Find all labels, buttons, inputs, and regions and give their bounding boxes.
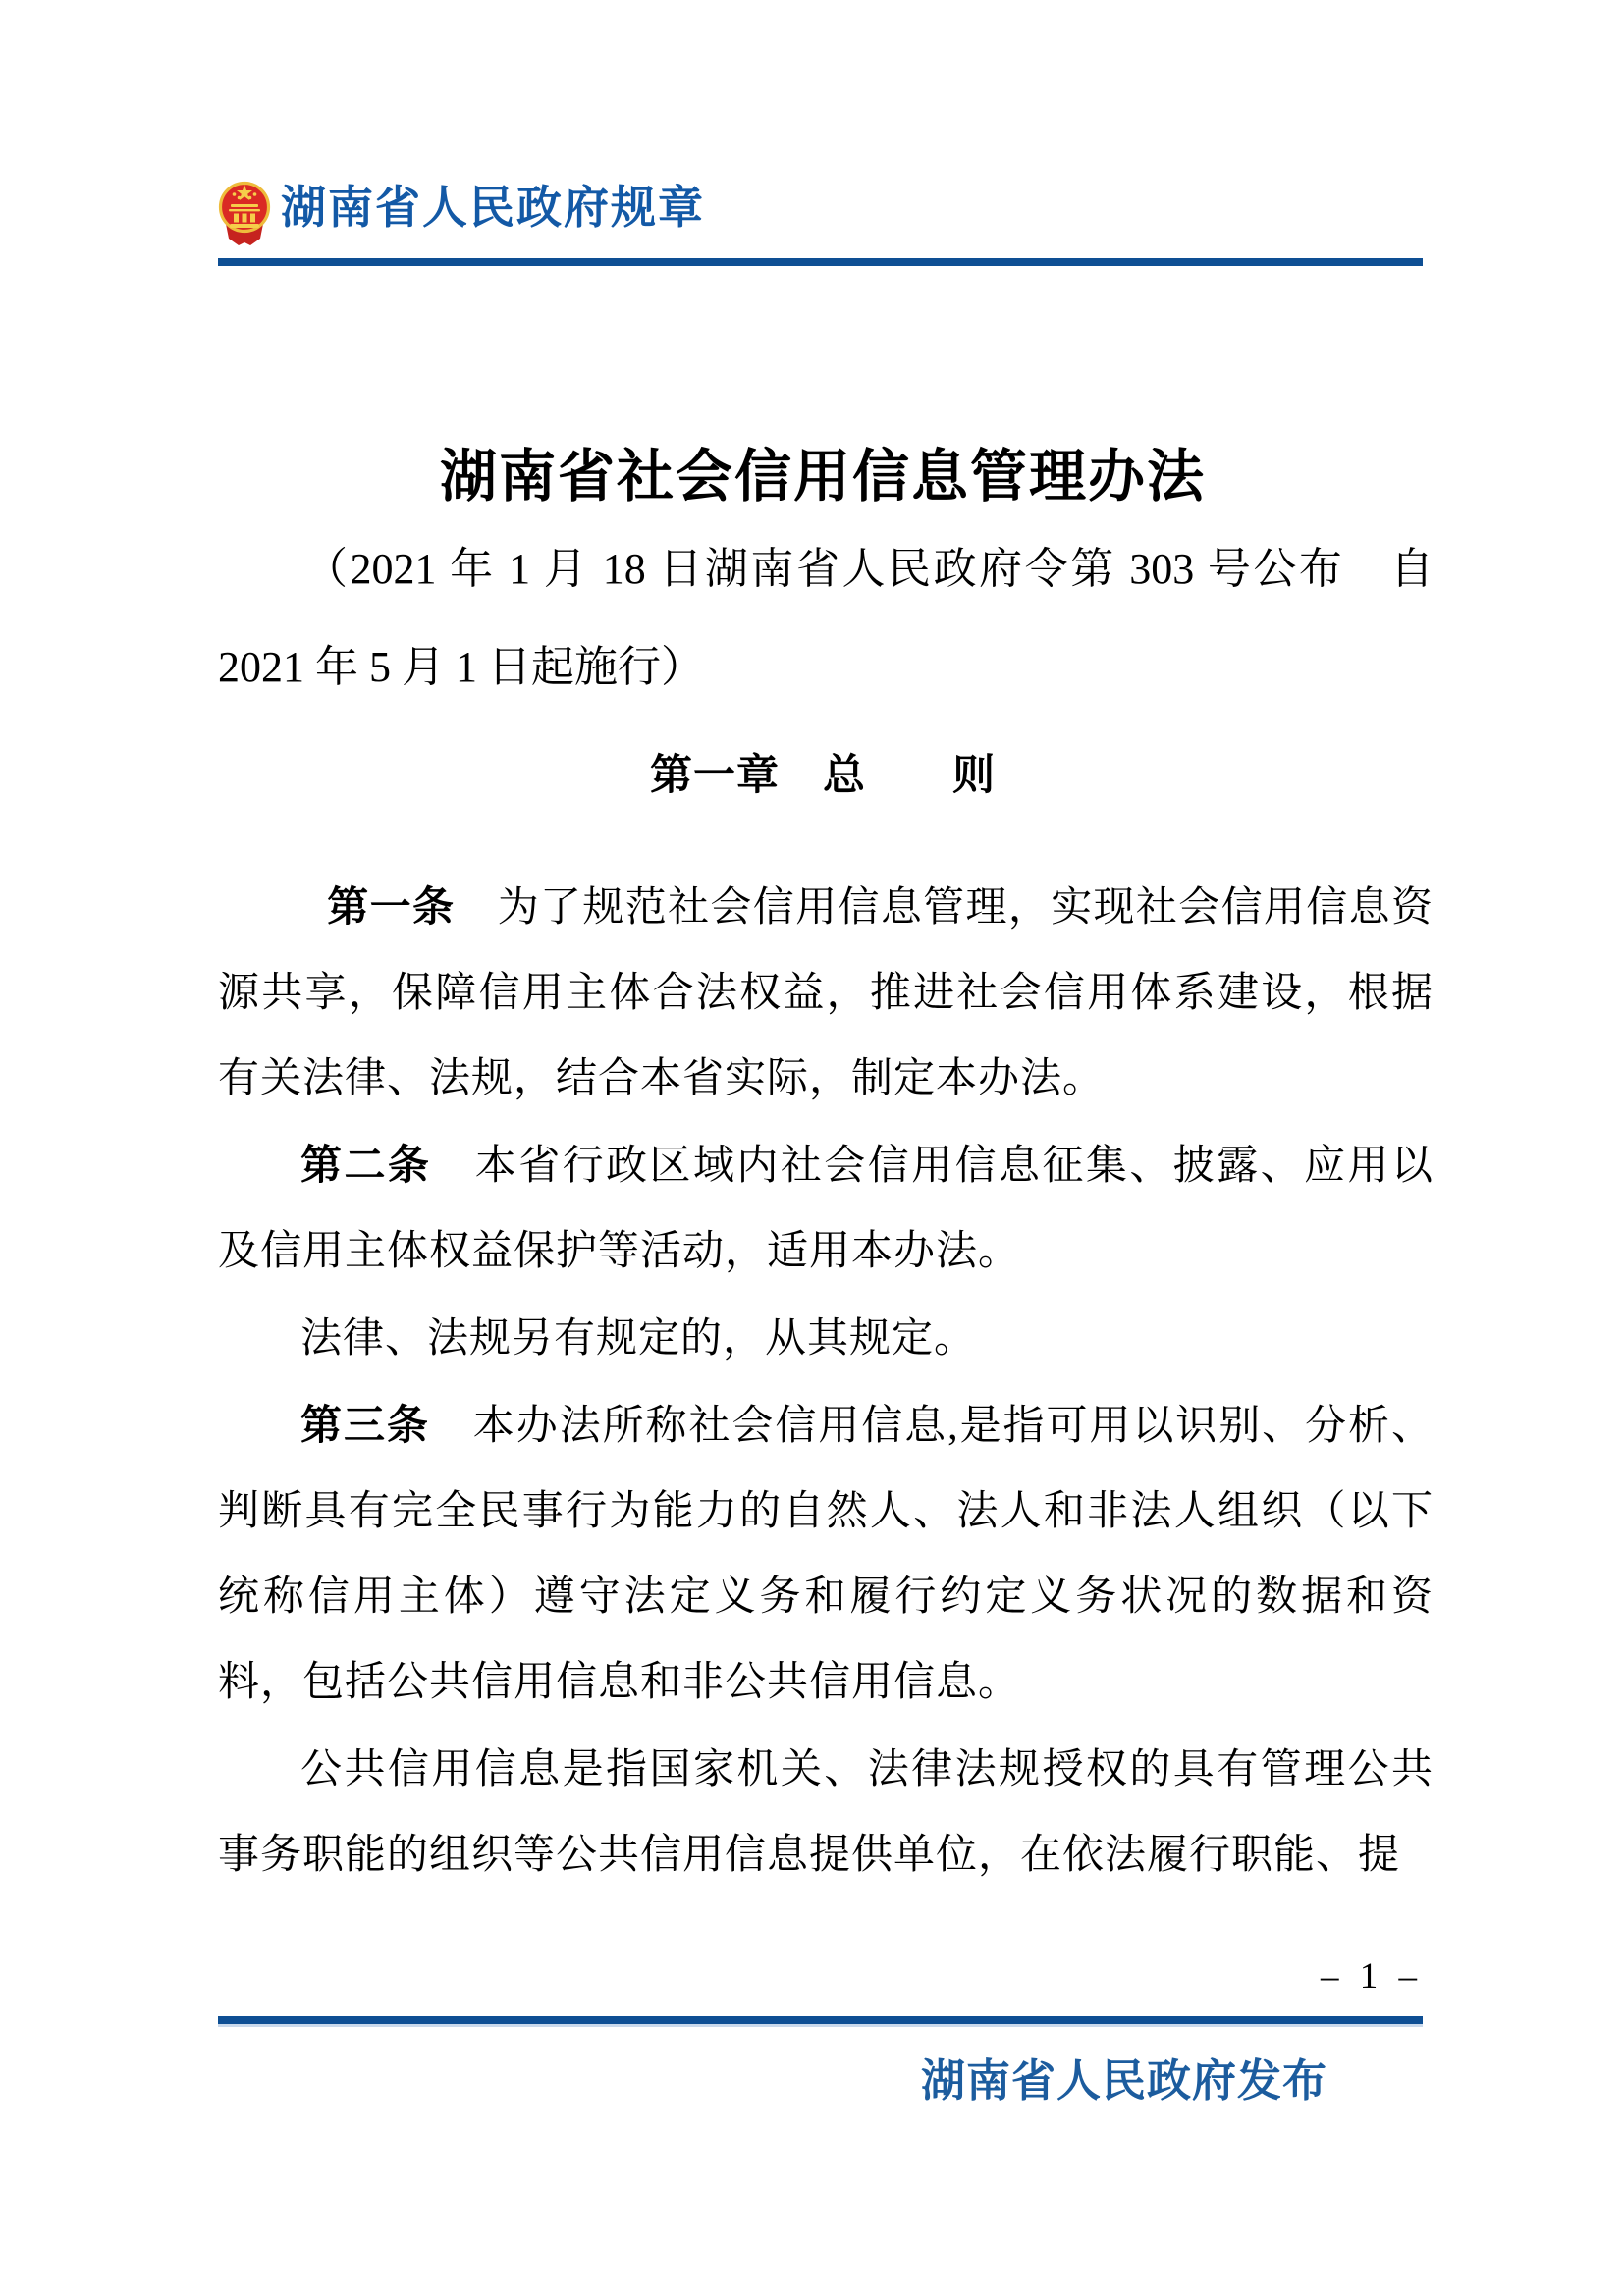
document-body <box>218 864 1434 1898</box>
article-text: 为了规范社会信用信息管理，实现社会信用信息资源共享，保障信用主体合法权益，推进社会信用体系建设，根据有关法律、法规，结合本省实际，制定本办法。 <box>218 885 1434 1101</box>
article-lead: 第一条 <box>327 883 456 930</box>
article-paragraph <box>218 1295 1434 1382</box>
document-title: 湖南省社会信用信息管理办法 <box>439 445 1206 508</box>
page-number: – 1 – <box>1321 1956 1423 1997</box>
chapter-heading: 第一章 总 则 <box>650 752 996 799</box>
article-text: 本省行政区域内社会信用信息征集、披露、应用以及信用主体权益保护等活动，适用本办法。 <box>218 1144 1434 1274</box>
document-subtitle: （2021 年 1 月 18 日湖南省人民政府令第 303 号公布 自 2021 年 5 月 1 日起施行） <box>218 545 1434 691</box>
article-paragraph <box>218 864 1434 1122</box>
article-paragraph <box>218 1382 1434 1726</box>
article-paragraph <box>218 1122 1434 1295</box>
header-agency-label: 湖南省人民政府规章 <box>281 183 705 233</box>
page-header <box>218 178 1423 266</box>
article-text: 本办法所称社会信用信息,是指可用以识别、分析、判断具有完全民事行为能力的自然人、法人和非法人组织（以下统称信用主体）遵守法定义务和履行约定义务状况的数据和资料，包括公共信用信息和非公共信用信息。 <box>218 1404 1434 1705</box>
footer-publisher-label: 湖南省人民政府发布 <box>920 2056 1327 2106</box>
article-paragraph <box>218 1726 1434 1898</box>
article-text: 法律、法规另有规定的，从其规定。 <box>300 1316 977 1362</box>
national-emblem-icon <box>218 178 271 246</box>
footer-rule <box>218 2016 1423 2027</box>
article-lead: 第三条 <box>300 1402 430 1448</box>
article-text: 公共信用信息是指国家机关、法律法规授权的具有管理公共事务职能的组织等公共信用信息提供单位，在依法履行职能、提 <box>218 1747 1434 1878</box>
article-lead: 第二条 <box>300 1142 432 1188</box>
